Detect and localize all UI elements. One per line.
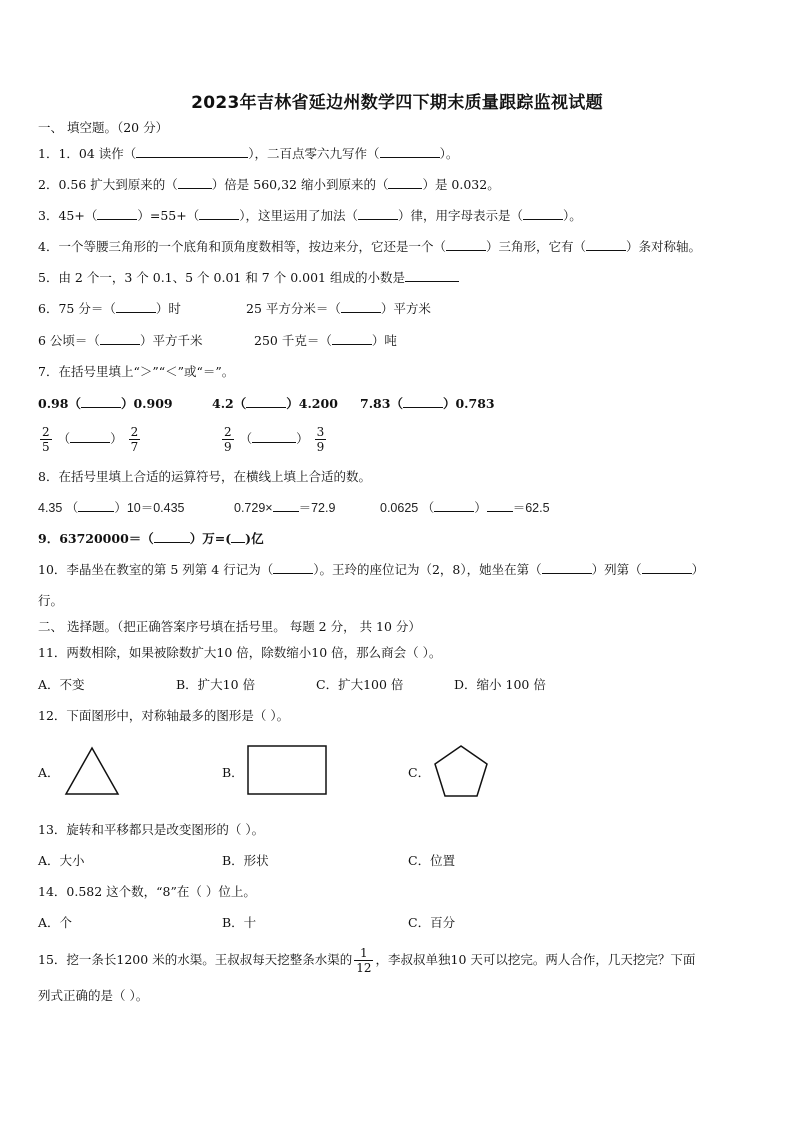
q3-text-c: ），这里运用了加法（ xyxy=(239,208,358,223)
q5-blank-1[interactable] xyxy=(405,269,459,282)
q9-blank-2[interactable] xyxy=(231,530,245,543)
q6-text-1a: 6．75 分＝（ xyxy=(38,301,116,316)
q8-blank-4[interactable] xyxy=(487,499,513,512)
q3-blank-1[interactable] xyxy=(97,207,137,220)
q6-text-2a: 6 公顷＝（ xyxy=(38,333,100,348)
q7-compare-2 xyxy=(212,395,338,413)
fraction-numerator: 3 xyxy=(316,425,325,439)
q10-blank-3[interactable] xyxy=(642,561,692,574)
question-4 xyxy=(38,238,701,256)
fraction xyxy=(315,425,327,454)
q3-text-a: 3．45+（ xyxy=(38,208,98,223)
q6-text-1d: ）平方米 xyxy=(380,301,431,316)
q8-text-2b: ＝72.9 xyxy=(298,501,336,515)
q13-option-b[interactable]: B．形状 xyxy=(222,853,269,868)
q13-option-c[interactable]: C．位置 xyxy=(408,853,456,868)
q8-text-1b: ）10＝0.435 xyxy=(114,501,185,515)
q14-option-b[interactable]: B．十 xyxy=(222,915,257,930)
q8-expr-3 xyxy=(380,499,550,517)
fraction xyxy=(222,425,234,454)
question-13: 13．旋转和平移都只是改变图形的（ ）。 xyxy=(38,822,265,837)
fraction-denominator: 9 xyxy=(224,440,232,454)
q2-blank-2[interactable] xyxy=(388,176,422,189)
question-11: 11．两数相除，如果被除数扩大10 倍，除数缩小10 倍，那么商会（ ）。 xyxy=(38,645,442,660)
q15-continuation: 列式正确的是（ ）。 xyxy=(38,988,149,1003)
q7-text-2b: ）4.200 xyxy=(286,396,338,411)
fraction-numerator: 2 xyxy=(224,425,232,439)
question-14: 14．0.582 这个数，“8”在（ ）位上。 xyxy=(38,884,256,899)
section2-header: 二、 选择题。（把正确答案序号填在括号里。 每题 2 分， 共 10 分） xyxy=(38,619,421,634)
q6-text-1b: ）时 xyxy=(155,301,181,316)
q11-option-c[interactable]: C．扩大100 倍 xyxy=(316,677,404,692)
q5-text-a: 5．由 2 个一，3 个 0.1、5 个 0.01 和 7 个 0.001 组成的小数是 xyxy=(38,270,405,285)
rectangle-shape xyxy=(246,744,330,796)
paren-close: ） xyxy=(296,431,309,446)
q6-blank-2[interactable] xyxy=(341,300,381,313)
q6-text-1c: 25 平方分米＝（ xyxy=(246,301,341,316)
q7-blank-4[interactable] xyxy=(70,430,110,443)
q4-text-b: ）三角形，它有（ xyxy=(485,239,586,254)
q7-compare-5 xyxy=(220,421,328,457)
q10-text-c: ）列第（ xyxy=(591,562,642,577)
fraction xyxy=(40,425,52,454)
q8-text-3a: 0.0625 （ xyxy=(380,501,435,515)
q13-option-a[interactable]: A．大小 xyxy=(38,853,85,868)
q1-blank-1[interactable] xyxy=(136,145,248,158)
q8-blank-1[interactable] xyxy=(78,499,114,512)
fraction-denominator: 7 xyxy=(130,440,139,454)
q7-text-2a: 4.2（ xyxy=(212,396,247,411)
q7-text-1b: ）0.909 xyxy=(120,396,173,411)
question-8: 8．在括号里填上合适的运算符号，在横线上填上合适的数。 xyxy=(38,469,371,484)
q10-continuation: 行。 xyxy=(38,593,64,608)
q8-expr-2 xyxy=(234,499,335,517)
q2-text-a: 2．0.56 扩大到原来的（ xyxy=(38,177,178,192)
fraction xyxy=(129,425,141,454)
question-12: 12．下面图形中，对称轴最多的图形是（ ）。 xyxy=(38,708,290,723)
q6-text-2c: 250 千克＝（ xyxy=(254,333,332,348)
q14-option-a[interactable]: A．个 xyxy=(38,915,73,930)
q11-option-b[interactable]: B．扩大10 倍 xyxy=(176,677,256,692)
q2-blank-1[interactable] xyxy=(178,176,212,189)
q6-blank-1[interactable] xyxy=(116,300,156,313)
q3-text-d: ）律，用字母表示是（ xyxy=(397,208,523,223)
question-3 xyxy=(38,207,582,225)
question-2 xyxy=(38,176,500,194)
q7-compare-4 xyxy=(38,421,142,457)
q8-expr-1 xyxy=(38,499,185,517)
fraction xyxy=(354,946,373,975)
q8-text-3b: ） xyxy=(474,501,487,515)
q9-blank-1[interactable] xyxy=(154,530,190,543)
q10-text-b: ）。王玲的座位记为（2，8），她坐在第（ xyxy=(313,562,542,577)
q8-blank-2[interactable] xyxy=(273,499,299,512)
fraction-denominator: 5 xyxy=(42,440,50,454)
q6-text-2b: ）平方千米 xyxy=(139,333,203,348)
q10-blank-1[interactable] xyxy=(273,561,313,574)
fraction-denominator: 12 xyxy=(356,961,372,975)
q2-text-b: ）倍是 560,32 缩小到原来的（ xyxy=(211,177,389,192)
q15-text-b: ，李叔叔单独10 天可以挖完。两人合作，几天挖完？下面 xyxy=(375,952,696,967)
q6-blank-3[interactable] xyxy=(100,332,140,345)
fraction-numerator: 1 xyxy=(360,946,368,960)
q7-blank-1[interactable] xyxy=(81,395,121,408)
question-9 xyxy=(38,530,264,548)
q7-compare-1 xyxy=(38,395,173,413)
q3-text-b: ）=55+（ xyxy=(137,208,200,223)
q7-text-3a: 7.83（ xyxy=(360,396,403,411)
question-5 xyxy=(38,269,459,287)
page-title: 2023年吉林省延边州数学四下期末质量跟踪监视试题 xyxy=(191,93,603,113)
q15-text-a: 15．挖一条长1200 米的水渠。王叔叔每天挖整条水渠的 xyxy=(38,952,353,967)
paren-close: ） xyxy=(110,431,123,446)
q4-blank-1[interactable] xyxy=(446,238,486,251)
q1-blank-2[interactable] xyxy=(380,145,440,158)
question-15 xyxy=(38,942,695,978)
q1-text-b: ），二百点零六九写作（ xyxy=(248,146,380,161)
q4-text-c: ）条对称轴。 xyxy=(625,239,701,254)
q3-text-e: ）。 xyxy=(562,208,582,223)
q6-item-4 xyxy=(254,332,397,350)
q6-item-1 xyxy=(38,300,181,318)
q8-blank-3[interactable] xyxy=(434,499,474,512)
q11-option-a[interactable]: A．不变 xyxy=(38,677,85,692)
q7-blank-2[interactable] xyxy=(246,395,286,408)
fraction-denominator: 9 xyxy=(316,440,325,454)
q3-blank-3[interactable] xyxy=(358,207,398,220)
question-7: 7．在括号里填上“＞”“＜”或“＝”。 xyxy=(38,364,235,379)
q1-text-c: ）。 xyxy=(439,146,459,161)
q3-blank-2[interactable] xyxy=(199,207,239,220)
q7-compare-3 xyxy=(360,395,495,413)
q7-text-1a: 0.98（ xyxy=(38,396,81,411)
q6-item-3 xyxy=(38,332,202,350)
q7-blank-5[interactable] xyxy=(252,430,296,443)
q7-blank-3[interactable] xyxy=(403,395,443,408)
question-1 xyxy=(38,145,458,163)
q2-text-c: ）是 0.032。 xyxy=(422,177,500,192)
q12-option-c[interactable]: C． xyxy=(408,765,431,780)
triangle-shape xyxy=(62,744,122,798)
q1-text-a: 1．1．04 读作（ xyxy=(38,146,137,161)
q4-blank-2[interactable] xyxy=(586,238,626,251)
q11-option-d[interactable]: D．缩小 100 倍 xyxy=(454,677,546,692)
question-10 xyxy=(38,561,704,579)
q12-option-a[interactable]: A． xyxy=(38,765,60,780)
fraction-numerator: 2 xyxy=(42,425,50,439)
q8-text-2a: 0.729× xyxy=(234,501,273,515)
q3-blank-4[interactable] xyxy=(523,207,563,220)
q9-text-b: ）万=( xyxy=(189,531,232,546)
q4-text-a: 4．一个等腰三角形的一个底角和顶角度数相等，按边来分，它还是一个（ xyxy=(38,239,446,254)
q10-text-a: 10．李晶坐在教室的第 5 列第 4 行记为（ xyxy=(38,562,274,577)
paren-open: （ xyxy=(239,431,253,446)
q10-text-d: ） xyxy=(691,562,705,577)
q9-text-a: 9．63720000＝（ xyxy=(38,531,154,546)
q9-text-c: )亿 xyxy=(245,531,264,546)
q8-text-3c: ＝62.5 xyxy=(512,501,550,515)
q8-text-1a: 4.35 （ xyxy=(38,501,79,515)
q7-text-3b: ）0.783 xyxy=(442,396,495,411)
pentagon-shape xyxy=(430,742,492,800)
q6-item-2 xyxy=(246,300,431,318)
q14-option-c[interactable]: C．百分 xyxy=(408,915,456,930)
q6-blank-4[interactable] xyxy=(332,332,372,345)
fraction-numerator: 2 xyxy=(130,425,139,439)
q10-blank-2[interactable] xyxy=(542,561,592,574)
q12-option-b[interactable]: B． xyxy=(222,765,244,780)
paren-open: （ xyxy=(57,431,71,446)
section1-header: 一、 填空题。（20 分） xyxy=(38,120,169,135)
q6-text-2d: ）吨 xyxy=(371,333,397,348)
